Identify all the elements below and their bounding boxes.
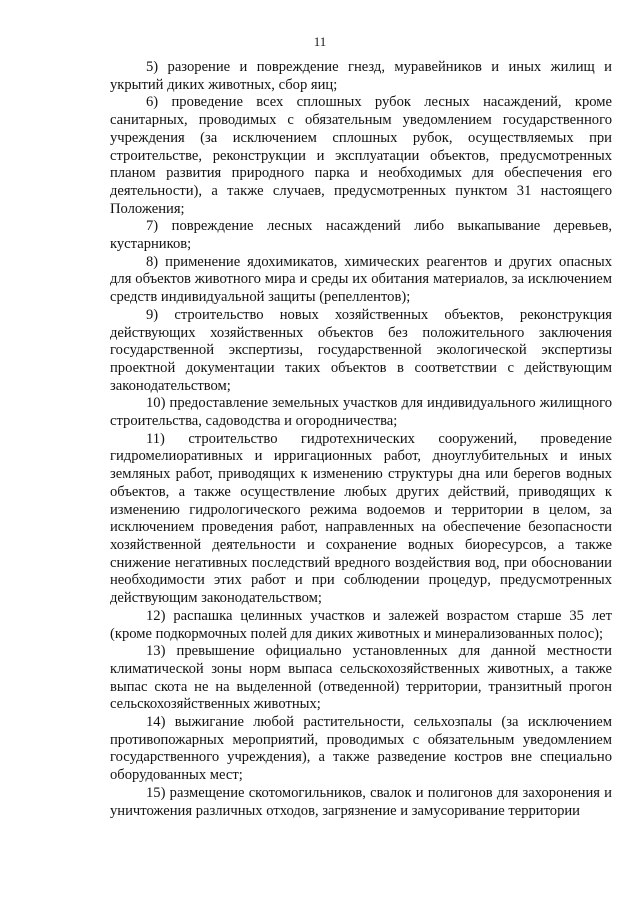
list-item-10: 10) предоставление земельных участков для индивидуального жилищного строительства, садоводства и огородничества;: [110, 395, 612, 430]
list-item-8: 8) применение ядохимикатов, химических реагентов и других опасных для объектов животного мира и среды их обитания материалов, за исключением средств индивидуальной защиты (репеллентов);: [110, 253, 612, 306]
list-item-7: 7) повреждение лесных насаждений либо выкапывание деревьев, кустарников;: [110, 218, 612, 253]
list-item-6: 6) проведение всех сплошных рубок лесных насаждений, кроме санитарных, проводимых с обязательным уведомлением государственного учреждения (за исключением сплошных рубок, осуществляемых при строительстве, реконструкции и эксплуатации объектов, предусмотренных планом развития природного парка и необходимых для обеспечения его деятельности), а также случаев, предусмотренных пунктом 31 настоящего Положения;: [110, 94, 612, 217]
list-item-11: 11) строительство гидротехнических сооружений, проведение гидромелиоративных и ирригационных работ, дноуглубительных и иных земляных работ, приводящих к изменению структуры дна или берегов водных объектов, а также осуществление любых других действий, приводящих к изменению гидрологического режима водоемов и территории в целом, за исключением проведения работ, направленных на обеспечение безопасности хозяйственной деятельности и сохранение водных биоресурсов, а также снижение негативных последствий вредного воздействия вод, при обосновании необходимости этих работ и при соблюдении процедур, предусмотренных действующим законодательством;: [110, 430, 612, 607]
document-body: [110, 59, 612, 820]
list-item-9: 9) строительство новых хозяйственных объектов, реконструкция действующих хозяйственных объектов без положительного заключения государственной экспертизы, государственной экологической экспертизы проектной документации таких объектов в соответствии с действующим законодательством;: [110, 306, 612, 394]
list-item-14: 14) выжигание любой растительности, сельхозпалы (за исключением противопожарных мероприятий, проводимых с обязательным уведомлением государственного учреждения), а также разведение костров вне специально оборудованных мест;: [110, 714, 612, 784]
list-item-13: 13) превышение официально установленных для данной местности климатической зоны норм выпаса сельскохозяйственных животных, а также выпас скота не на выделенной (отведенной) территории, транзитный прогон сельскохозяйственных животных;: [110, 643, 612, 713]
page-number: 11: [313, 34, 327, 49]
list-item-5: 5) разорение и повреждение гнезд, муравейников и иных жилищ и укрытий диких животных, сбор яиц;: [110, 59, 612, 93]
list-item-15: 15) размещение скотомогильников, свалок и полигонов для захоронения и уничтожения различных отходов, загрязнение и замусоривание территории: [110, 784, 612, 819]
list-item-12: 12) распашка целинных участков и залежей возрастом старше 35 лет (кроме подкормочных полей для диких животных и минерализованных полос);: [110, 607, 612, 642]
